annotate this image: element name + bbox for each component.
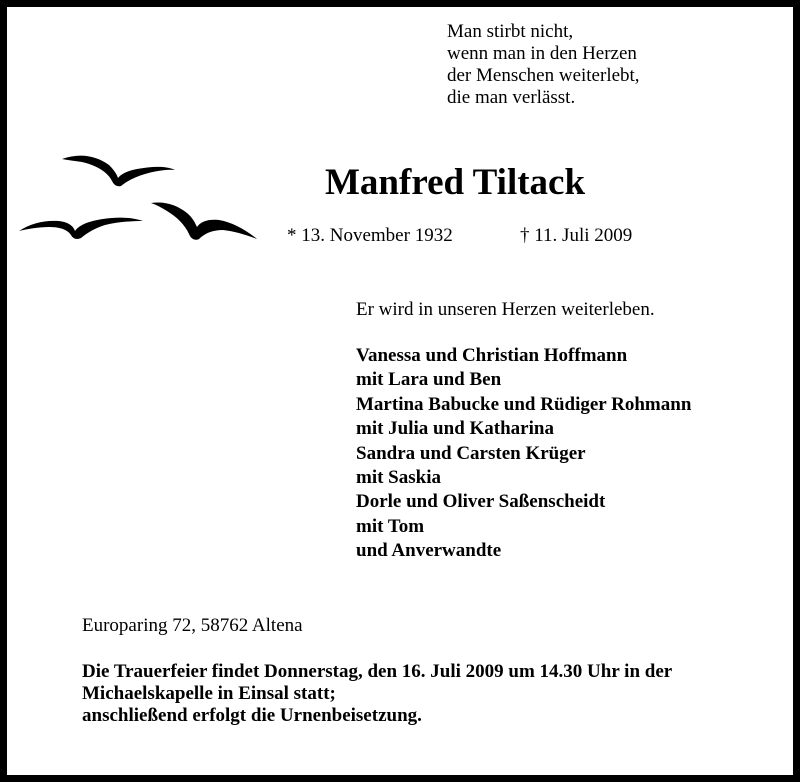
- motto-line: der Menschen weiterlebt,: [447, 65, 640, 86]
- obituary-card: [7, 7, 793, 775]
- deceased-name: Manfred Tiltack: [325, 162, 586, 203]
- ceremony-notice: [82, 661, 672, 727]
- family-line: Vanessa und Christian Hoffmann: [356, 345, 628, 366]
- address: Europaring 72, 58762 Altena: [82, 615, 303, 636]
- family-list: [356, 344, 691, 564]
- bird-icon: [62, 156, 175, 187]
- motto-line: Man stirbt nicht,: [447, 21, 574, 42]
- family-line: mit Saskia: [356, 467, 441, 489]
- family-line: mit Julia und Katharina: [356, 418, 554, 440]
- family-line: Sandra und Carsten Krüger: [356, 442, 586, 464]
- death-date: † 11. Juli 2009: [520, 225, 633, 246]
- family-line: Martina Babucke und Rüdiger Rohmann: [356, 393, 692, 415]
- birth-date: * 13. November 1932: [287, 225, 453, 246]
- ceremony-line: Michaelskapelle in Einsal statt;: [82, 683, 336, 704]
- life-dates: [287, 225, 633, 247]
- motto-line: wenn man in den Herzen: [447, 43, 637, 64]
- motto-verse: [447, 21, 640, 109]
- family-line: Dorle und Oliver Saßenscheidt: [356, 491, 606, 513]
- bird-icon: [151, 202, 257, 239]
- bird-icon: [19, 218, 143, 239]
- remembrance-sentence: Er wird in unseren Herzen weiterleben.: [356, 299, 655, 320]
- family-line: mit Lara und Ben: [356, 369, 502, 391]
- ceremony-line: Die Trauerfeier findet Donnerstag, den 16. Juli 2009 um 14.30 Uhr in der: [82, 661, 673, 682]
- motto-line: die man verlässt.: [447, 87, 576, 108]
- family-line: mit Tom: [356, 515, 425, 537]
- ceremony-line: anschließend erfolgt die Urnenbeisetzung.: [82, 705, 422, 726]
- flying-birds-icon: [17, 145, 267, 245]
- family-line: und Anverwandte: [356, 540, 502, 562]
